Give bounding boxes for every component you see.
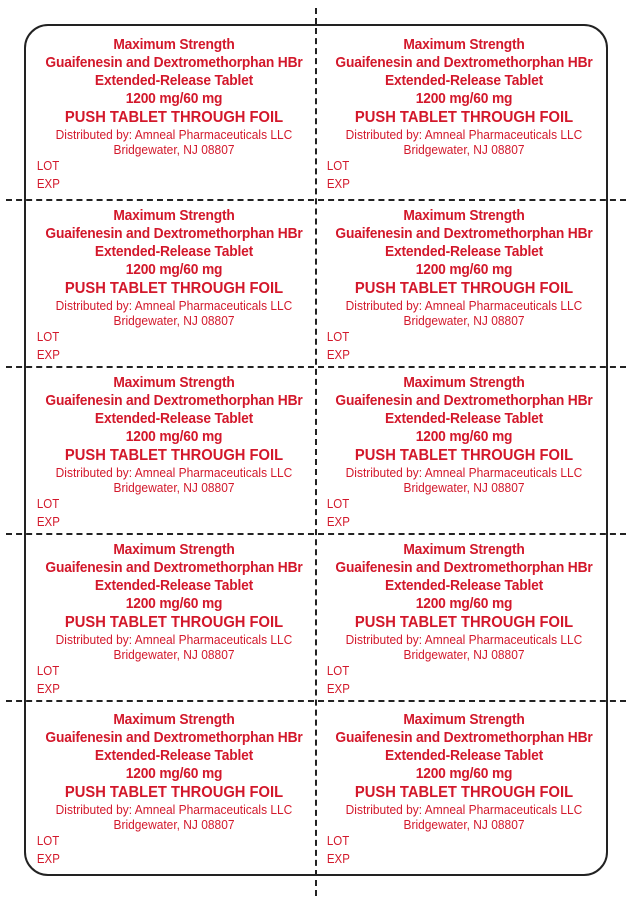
lot-field: LOT [36, 330, 60, 344]
distributor-text: Distributed by: Amneal Pharmaceuticals LLC [345, 465, 583, 480]
address-text: Bridgewater, NJ 08807 [403, 313, 525, 328]
distributor-text: Distributed by: Amneal Pharmaceuticals LLC [55, 298, 293, 313]
instruction-text: PUSH TABLET THROUGH FOIL [354, 109, 574, 126]
exp-field: EXP [36, 177, 60, 191]
exp-field: EXP [326, 852, 350, 866]
blister-label [24, 36, 314, 202]
instruction-text: PUSH TABLET THROUGH FOIL [354, 280, 574, 297]
exp-field: EXP [326, 515, 350, 529]
dose-text: 1200 mg/60 mg [125, 595, 223, 612]
instruction-text: PUSH TABLET THROUGH FOIL [64, 447, 284, 464]
strength-text: Maximum Strength [113, 207, 235, 224]
lot-field: LOT [36, 497, 60, 511]
lot-field: LOT [326, 834, 350, 848]
dose-text: 1200 mg/60 mg [125, 765, 223, 782]
distributor-text: Distributed by: Amneal Pharmaceuticals LLC [55, 465, 293, 480]
instruction-text: PUSH TABLET THROUGH FOIL [64, 614, 284, 631]
blister-label [314, 541, 604, 707]
dose-text: 1200 mg/60 mg [415, 595, 513, 612]
dosage-form: Extended-Release Tablet [94, 577, 254, 594]
blister-label [24, 541, 314, 707]
strength-text: Maximum Strength [403, 541, 525, 558]
strength-text: Maximum Strength [113, 541, 235, 558]
distributor-text: Distributed by: Amneal Pharmaceuticals LLC [345, 298, 583, 313]
distributor-text: Distributed by: Amneal Pharmaceuticals LLC [345, 632, 583, 647]
address-text: Bridgewater, NJ 08807 [403, 817, 525, 832]
address-text: Bridgewater, NJ 08807 [403, 647, 525, 662]
strength-text: Maximum Strength [403, 711, 525, 728]
strength-text: Maximum Strength [113, 711, 235, 728]
strength-text: Maximum Strength [113, 374, 235, 391]
blister-label [314, 36, 604, 202]
exp-field: EXP [36, 348, 60, 362]
instruction-text: PUSH TABLET THROUGH FOIL [354, 784, 574, 801]
instruction-text: PUSH TABLET THROUGH FOIL [354, 614, 574, 631]
exp-field: EXP [326, 177, 350, 191]
instruction-text: PUSH TABLET THROUGH FOIL [64, 109, 284, 126]
product-name: Guaifenesin and Dextromethorphan HBr [335, 729, 593, 746]
product-name: Guaifenesin and Dextromethorphan HBr [335, 225, 593, 242]
exp-field: EXP [326, 682, 350, 696]
product-name: Guaifenesin and Dextromethorphan HBr [335, 54, 593, 71]
dosage-form: Extended-Release Tablet [94, 747, 254, 764]
dosage-form: Extended-Release Tablet [384, 577, 544, 594]
strength-text: Maximum Strength [403, 374, 525, 391]
dosage-form: Extended-Release Tablet [384, 410, 544, 427]
distributor-text: Distributed by: Amneal Pharmaceuticals LLC [55, 632, 293, 647]
lot-field: LOT [36, 159, 60, 173]
dosage-form: Extended-Release Tablet [94, 72, 254, 89]
product-name: Guaifenesin and Dextromethorphan HBr [45, 392, 303, 409]
address-text: Bridgewater, NJ 08807 [113, 480, 235, 495]
product-name: Guaifenesin and Dextromethorphan HBr [335, 559, 593, 576]
blister-label [24, 374, 314, 540]
lot-field: LOT [36, 834, 60, 848]
lot-field: LOT [326, 330, 350, 344]
address-text: Bridgewater, NJ 08807 [403, 142, 525, 157]
strength-text: Maximum Strength [403, 36, 525, 53]
dosage-form: Extended-Release Tablet [384, 243, 544, 260]
strength-text: Maximum Strength [113, 36, 235, 53]
address-text: Bridgewater, NJ 08807 [113, 313, 235, 328]
address-text: Bridgewater, NJ 08807 [113, 647, 235, 662]
dosage-form: Extended-Release Tablet [384, 72, 544, 89]
dose-text: 1200 mg/60 mg [415, 428, 513, 445]
blister-label [314, 207, 604, 373]
instruction-text: PUSH TABLET THROUGH FOIL [354, 447, 574, 464]
distributor-text: Distributed by: Amneal Pharmaceuticals LLC [55, 127, 293, 142]
exp-field: EXP [36, 682, 60, 696]
dose-text: 1200 mg/60 mg [125, 90, 223, 107]
product-name: Guaifenesin and Dextromethorphan HBr [335, 392, 593, 409]
address-text: Bridgewater, NJ 08807 [113, 817, 235, 832]
lot-field: LOT [36, 664, 60, 678]
exp-field: EXP [36, 852, 60, 866]
lot-field: LOT [326, 664, 350, 678]
blister-label [24, 711, 314, 877]
dosage-form: Extended-Release Tablet [94, 243, 254, 260]
instruction-text: PUSH TABLET THROUGH FOIL [64, 280, 284, 297]
exp-field: EXP [326, 348, 350, 362]
address-text: Bridgewater, NJ 08807 [113, 142, 235, 157]
dose-text: 1200 mg/60 mg [415, 90, 513, 107]
distributor-text: Distributed by: Amneal Pharmaceuticals LLC [55, 802, 293, 817]
strength-text: Maximum Strength [403, 207, 525, 224]
blister-label [314, 374, 604, 540]
dose-text: 1200 mg/60 mg [125, 261, 223, 278]
product-name: Guaifenesin and Dextromethorphan HBr [45, 729, 303, 746]
blister-label [24, 207, 314, 373]
lot-field: LOT [326, 497, 350, 511]
address-text: Bridgewater, NJ 08807 [403, 480, 525, 495]
instruction-text: PUSH TABLET THROUGH FOIL [64, 784, 284, 801]
dose-text: 1200 mg/60 mg [415, 765, 513, 782]
product-name: Guaifenesin and Dextromethorphan HBr [45, 54, 303, 71]
blister-label [314, 711, 604, 877]
dosage-form: Extended-Release Tablet [94, 410, 254, 427]
dose-text: 1200 mg/60 mg [125, 428, 223, 445]
exp-field: EXP [36, 515, 60, 529]
distributor-text: Distributed by: Amneal Pharmaceuticals LLC [345, 802, 583, 817]
product-name: Guaifenesin and Dextromethorphan HBr [45, 225, 303, 242]
dosage-form: Extended-Release Tablet [384, 747, 544, 764]
lot-field: LOT [326, 159, 350, 173]
product-name: Guaifenesin and Dextromethorphan HBr [45, 559, 303, 576]
distributor-text: Distributed by: Amneal Pharmaceuticals LLC [345, 127, 583, 142]
dose-text: 1200 mg/60 mg [415, 261, 513, 278]
